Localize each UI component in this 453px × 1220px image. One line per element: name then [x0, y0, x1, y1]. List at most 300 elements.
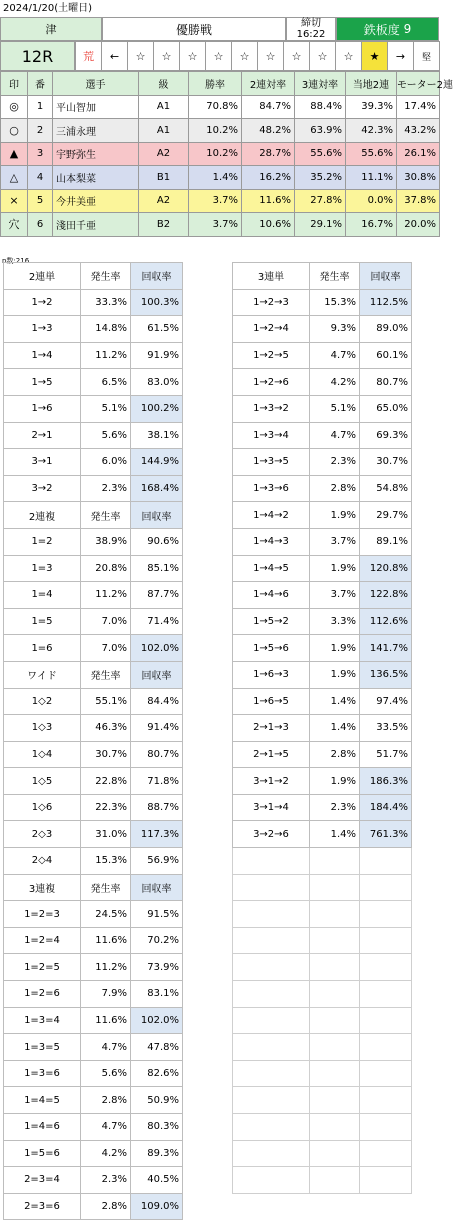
hit-rate: 2.8%	[310, 741, 360, 768]
entrant-row	[1, 142, 440, 166]
scale-symbol: ←	[101, 41, 128, 71]
return-rate-header: 回収率	[131, 874, 183, 901]
empty-cell	[310, 1140, 360, 1167]
entrant-row	[1, 213, 440, 237]
empty-row	[233, 1034, 412, 1061]
hit-rate: 14.8%	[81, 316, 131, 343]
hit-rate: 46.3%	[81, 715, 131, 742]
motor-top2-rate: 30.8%	[397, 166, 440, 190]
hit-rate: 1.9%	[310, 661, 360, 688]
local-top2-rate: 39.3%	[346, 95, 397, 119]
empty-cell	[310, 927, 360, 954]
empty-cell	[360, 901, 412, 928]
empty-cell	[360, 1060, 412, 1087]
win-rate: 1.4%	[189, 166, 242, 190]
combination: 1◇3	[4, 715, 81, 742]
top2-rate: 11.6%	[242, 189, 295, 213]
hit-rate-header: 発生率	[81, 661, 131, 688]
racer-name: 今井美亜	[53, 189, 139, 213]
racer-class: A1	[139, 119, 189, 143]
combination: 2◇3	[4, 821, 81, 848]
combination-row	[4, 1034, 183, 1061]
combination-row	[233, 794, 412, 821]
return-rate: 102.0%	[131, 635, 183, 662]
hit-rate: 7.0%	[81, 608, 131, 635]
motor-top2-rate: 26.1%	[397, 142, 440, 166]
hit-rate: 5.1%	[310, 395, 360, 422]
combination: 1=2=6	[4, 981, 81, 1008]
combination-row	[4, 848, 183, 875]
top2-rate: 48.2%	[242, 119, 295, 143]
combination-row	[4, 475, 183, 502]
combination: 1=3=4	[4, 1007, 81, 1034]
combination: 1◇5	[4, 768, 81, 795]
combination-row	[233, 688, 412, 715]
scale-symbol: ☆	[127, 41, 154, 71]
top3-rate: 35.2%	[295, 166, 346, 190]
racer-class: A2	[139, 189, 189, 213]
return-rate: 50.9%	[131, 1087, 183, 1114]
return-rate: 60.1%	[360, 342, 412, 369]
scale-symbol: ☆	[283, 41, 310, 71]
return-rate: 70.2%	[131, 927, 183, 954]
column-header: 級	[139, 72, 189, 96]
combination-row	[4, 768, 183, 795]
empty-cell	[233, 927, 310, 954]
return-rate: 186.3%	[360, 768, 412, 795]
combination: 1→4→6	[233, 582, 310, 609]
return-rate: 82.6%	[131, 1060, 183, 1087]
hit-rate: 7.9%	[81, 981, 131, 1008]
hit-rate: 5.1%	[81, 395, 131, 422]
return-rate: 69.3%	[360, 422, 412, 449]
combination-row	[4, 715, 183, 742]
return-rate: 29.7%	[360, 502, 412, 529]
combination: 1◇6	[4, 794, 81, 821]
combination: 1→6→5	[233, 688, 310, 715]
win-rate: 10.2%	[189, 142, 242, 166]
scale-symbol: 堅	[413, 41, 440, 71]
hit-rate-header: 発生率	[310, 263, 360, 290]
empty-cell	[360, 981, 412, 1008]
empty-row	[233, 874, 412, 901]
empty-cell	[233, 954, 310, 981]
boat-number: 4	[28, 166, 53, 190]
hit-rate: 31.0%	[81, 821, 131, 848]
combination: 1→3→6	[233, 475, 310, 502]
win-rate: 3.7%	[189, 189, 242, 213]
top3-rate: 55.6%	[295, 142, 346, 166]
hit-rate: 11.2%	[81, 954, 131, 981]
local-top2-rate: 55.6%	[346, 142, 397, 166]
combination: 2→1→5	[233, 741, 310, 768]
combination-row	[233, 475, 412, 502]
combination-row	[233, 289, 412, 316]
combination-row	[4, 449, 183, 476]
bet-type-label: 3連複	[4, 874, 81, 901]
empty-cell	[360, 1114, 412, 1141]
return-rate: 47.8%	[131, 1034, 183, 1061]
empty-row	[233, 1167, 412, 1194]
hit-rate: 24.5%	[81, 901, 131, 928]
return-rate: 89.1%	[360, 528, 412, 555]
race-number: 12R	[21, 46, 54, 66]
top2-rate: 10.6%	[242, 213, 295, 237]
combination-row	[233, 369, 412, 396]
hit-rate: 20.8%	[81, 555, 131, 582]
empty-cell	[360, 1034, 412, 1061]
empty-row	[233, 848, 412, 875]
return-rate: 184.4%	[360, 794, 412, 821]
hit-rate: 22.3%	[81, 794, 131, 821]
hit-rate: 38.9%	[81, 528, 131, 555]
return-rate-header: 回収率	[360, 263, 412, 290]
return-rate: 102.0%	[131, 1007, 183, 1034]
combination-row	[233, 316, 412, 343]
hit-rate: 2.3%	[81, 1167, 131, 1194]
empty-cell	[360, 1140, 412, 1167]
combination-row	[4, 582, 183, 609]
hit-rate: 4.7%	[310, 342, 360, 369]
combination: 1=2=3	[4, 901, 81, 928]
bet-type-label: ワイド	[4, 661, 81, 688]
combination-row	[4, 1087, 183, 1114]
prediction-mark: ◎	[1, 95, 28, 119]
return-rate: 71.8%	[131, 768, 183, 795]
race-title: 優勝戦	[175, 22, 212, 37]
return-rate: 80.3%	[131, 1114, 183, 1141]
return-rate: 71.4%	[131, 608, 183, 635]
local-top2-rate: 11.1%	[346, 166, 397, 190]
hit-rate: 4.7%	[81, 1114, 131, 1141]
combination-row	[4, 369, 183, 396]
bet-type-header-row	[233, 263, 412, 290]
combination-row	[4, 1114, 183, 1141]
combination: 1→2	[4, 289, 81, 316]
return-rate: 85.1%	[131, 555, 183, 582]
empty-cell	[233, 848, 310, 875]
empty-row	[233, 954, 412, 981]
prediction-mark: ▲	[1, 142, 28, 166]
empty-row	[233, 1007, 412, 1034]
entrant-row	[1, 189, 440, 213]
combination-row	[233, 715, 412, 742]
local-top2-rate: 16.7%	[346, 213, 397, 237]
scale-symbol: ☆	[153, 41, 180, 71]
return-rate: 122.8%	[360, 582, 412, 609]
combination-row	[233, 502, 412, 529]
empty-row	[233, 927, 412, 954]
bet-type-header-row	[4, 661, 183, 688]
hit-rate-header: 発生率	[81, 263, 131, 290]
empty-cell	[233, 1140, 310, 1167]
hit-rate: 33.3%	[81, 289, 131, 316]
empty-cell	[233, 1060, 310, 1087]
empty-row	[233, 1114, 412, 1141]
boat-number: 6	[28, 213, 53, 237]
return-rate: 80.7%	[360, 369, 412, 396]
column-header: モーター2連	[397, 72, 440, 96]
combination-row	[4, 794, 183, 821]
venue-name: 津	[45, 23, 57, 36]
hit-rate: 5.6%	[81, 422, 131, 449]
empty-cell	[310, 1060, 360, 1087]
column-header: 勝率	[189, 72, 242, 96]
confidence-index-label: 鉄板度	[363, 22, 400, 37]
win-rate: 3.7%	[189, 213, 242, 237]
combination: 3→1	[4, 449, 81, 476]
prediction-mark: △	[1, 166, 28, 190]
combination: 1→2→5	[233, 342, 310, 369]
motor-top2-rate: 37.8%	[397, 189, 440, 213]
return-rate: 56.9%	[131, 848, 183, 875]
race-date: 2024/1/20(土曜日)	[3, 3, 93, 14]
return-rate: 117.3%	[131, 821, 183, 848]
hit-rate: 1.9%	[310, 768, 360, 795]
venue-cell	[0, 17, 102, 41]
return-rate: 89.0%	[360, 316, 412, 343]
bet-type-header-row	[4, 874, 183, 901]
hit-rate: 6.0%	[81, 449, 131, 476]
empty-cell	[310, 1007, 360, 1034]
racer-name: 山本梨菜	[53, 166, 139, 190]
top2-rate: 28.7%	[242, 142, 295, 166]
empty-cell	[310, 1114, 360, 1141]
empty-cell	[360, 848, 412, 875]
return-rate: 120.8%	[360, 555, 412, 582]
combination-row	[233, 395, 412, 422]
deadline-label: 締切	[301, 18, 321, 29]
combination: 1→3→2	[233, 395, 310, 422]
combination: 1◇4	[4, 741, 81, 768]
return-rate: 112.5%	[360, 289, 412, 316]
combination-row	[233, 582, 412, 609]
top2-rate: 84.7%	[242, 95, 295, 119]
hit-rate: 4.2%	[310, 369, 360, 396]
hit-rate-header: 発生率	[81, 502, 131, 529]
empty-cell	[360, 1007, 412, 1034]
combination-row	[233, 555, 412, 582]
combination-row	[4, 316, 183, 343]
return-rate: 73.9%	[131, 954, 183, 981]
empty-cell	[233, 1007, 310, 1034]
hit-rate: 30.7%	[81, 741, 131, 768]
local-top2-rate: 42.3%	[346, 119, 397, 143]
combination: 1→6→3	[233, 661, 310, 688]
combination: 3→1→4	[233, 794, 310, 821]
combination-row	[4, 981, 183, 1008]
empty-cell	[310, 981, 360, 1008]
combination-row	[4, 954, 183, 981]
motor-top2-rate: 43.2%	[397, 119, 440, 143]
combination-row	[233, 741, 412, 768]
hit-rate: 3.7%	[310, 528, 360, 555]
hit-rate: 1.9%	[310, 555, 360, 582]
combination: 1→3→4	[233, 422, 310, 449]
racer-class: B2	[139, 213, 189, 237]
combination: 1=3	[4, 555, 81, 582]
combination: 1→5→2	[233, 608, 310, 635]
combination-row	[233, 528, 412, 555]
hit-rate: 2.8%	[81, 1193, 131, 1220]
combination: 1=5=6	[4, 1140, 81, 1167]
return-rate: 51.7%	[360, 741, 412, 768]
column-header: 当地2連	[346, 72, 397, 96]
empty-cell	[360, 1087, 412, 1114]
bet-type-label: 2連複	[4, 502, 81, 529]
hit-rate: 15.3%	[81, 848, 131, 875]
entrant-row	[1, 119, 440, 143]
combination-row	[4, 395, 183, 422]
combination: 1→2→3	[233, 289, 310, 316]
return-rate: 84.4%	[131, 688, 183, 715]
racer-class: B1	[139, 166, 189, 190]
combination: 1=4=5	[4, 1087, 81, 1114]
scale-symbol: ☆	[257, 41, 284, 71]
scale-symbol: ☆	[231, 41, 258, 71]
racer-name: 淺田千亜	[53, 213, 139, 237]
top2-rate: 16.2%	[242, 166, 295, 190]
scale-symbol: →	[387, 41, 414, 71]
hit-rate-header: 発生率	[81, 874, 131, 901]
combination-row	[4, 608, 183, 635]
return-rate: 144.9%	[131, 449, 183, 476]
combination: 1=4	[4, 582, 81, 609]
top3-rate: 88.4%	[295, 95, 346, 119]
left-stats-table	[3, 262, 183, 1220]
entrant-table	[0, 71, 453, 237]
combination: 1=3=5	[4, 1034, 81, 1061]
column-header: 2連対率	[242, 72, 295, 96]
empty-row	[233, 1140, 412, 1167]
return-rate: 89.3%	[131, 1140, 183, 1167]
combination-row	[4, 289, 183, 316]
hit-rate: 7.0%	[81, 635, 131, 662]
racer-name: 三浦永理	[53, 119, 139, 143]
empty-cell	[310, 1167, 360, 1194]
hit-rate: 11.6%	[81, 1007, 131, 1034]
bet-type-header-row	[4, 502, 183, 529]
return-rate: 38.1%	[131, 422, 183, 449]
return-rate: 100.2%	[131, 395, 183, 422]
return-rate: 91.5%	[131, 901, 183, 928]
combination-row	[4, 901, 183, 928]
boat-number: 2	[28, 119, 53, 143]
hit-rate: 2.8%	[310, 475, 360, 502]
confidence-index-cell	[336, 17, 439, 41]
sample-size: n数:216	[2, 257, 30, 265]
combination: 1→3	[4, 316, 81, 343]
return-rate-header: 回収率	[131, 661, 183, 688]
return-rate: 91.4%	[131, 715, 183, 742]
hit-rate: 55.1%	[81, 688, 131, 715]
combination-row	[233, 608, 412, 635]
combination-row	[233, 821, 412, 848]
combination-row	[233, 661, 412, 688]
return-rate-header: 回収率	[131, 263, 183, 290]
empty-row	[233, 981, 412, 1008]
return-rate: 90.6%	[131, 528, 183, 555]
combination: 1→3→5	[233, 449, 310, 476]
combination: 1→2→6	[233, 369, 310, 396]
column-header: 選手	[53, 72, 139, 96]
entrant-header-row	[1, 72, 440, 96]
empty-cell	[233, 1167, 310, 1194]
motor-top2-rate: 20.0%	[397, 213, 440, 237]
combination: 2→1→3	[233, 715, 310, 742]
empty-cell	[360, 927, 412, 954]
entrant-row	[1, 166, 440, 190]
empty-row	[233, 1060, 412, 1087]
return-rate: 168.4%	[131, 475, 183, 502]
deadline-cell	[286, 17, 336, 41]
combination: 2◇4	[4, 848, 81, 875]
column-header: 3連対率	[295, 72, 346, 96]
return-rate: 33.5%	[360, 715, 412, 742]
racer-name: 平山智加	[53, 95, 139, 119]
hit-rate: 3.7%	[310, 582, 360, 609]
empty-row	[233, 901, 412, 928]
empty-row	[233, 1087, 412, 1114]
deadline-time: 16:22	[296, 29, 326, 40]
empty-cell	[310, 1034, 360, 1061]
hit-rate: 2.3%	[310, 794, 360, 821]
boat-number: 5	[28, 189, 53, 213]
prediction-mark: ×	[1, 189, 28, 213]
combination: 3→2→6	[233, 821, 310, 848]
combination-row	[233, 635, 412, 662]
combination: 1=4=6	[4, 1114, 81, 1141]
return-rate: 65.0%	[360, 395, 412, 422]
hit-rate: 11.2%	[81, 582, 131, 609]
confidence-index-value: 9	[403, 22, 412, 36]
empty-cell	[233, 1087, 310, 1114]
boat-number: 3	[28, 142, 53, 166]
prediction-mark: 穴	[1, 213, 28, 237]
bet-type-header-row	[4, 263, 183, 290]
combination: 1=2	[4, 528, 81, 555]
win-rate: 70.8%	[189, 95, 242, 119]
empty-cell	[233, 981, 310, 1008]
hit-rate: 9.3%	[310, 316, 360, 343]
win-rate: 10.2%	[189, 119, 242, 143]
combination-row	[4, 1140, 183, 1167]
race-number-cell	[0, 41, 75, 71]
combination: 3→2	[4, 475, 81, 502]
hit-rate: 5.6%	[81, 1060, 131, 1087]
combination-row	[4, 422, 183, 449]
combination-row	[4, 741, 183, 768]
local-top2-rate: 0.0%	[346, 189, 397, 213]
bet-type-label: 2連単	[4, 263, 81, 290]
combination-row	[233, 342, 412, 369]
racer-class: A2	[139, 142, 189, 166]
combination-row	[233, 449, 412, 476]
hit-rate: 2.8%	[81, 1087, 131, 1114]
hit-rate: 22.8%	[81, 768, 131, 795]
hit-rate: 1.4%	[310, 821, 360, 848]
return-rate: 136.5%	[360, 661, 412, 688]
combination: 1→2→4	[233, 316, 310, 343]
empty-cell	[360, 874, 412, 901]
scale-symbol: 荒	[75, 41, 102, 71]
return-rate: 83.0%	[131, 369, 183, 396]
combination: 1→4→3	[233, 528, 310, 555]
boat-number: 1	[28, 95, 53, 119]
combination-row	[4, 1007, 183, 1034]
race-title-cell	[102, 17, 286, 41]
scale-symbol: ☆	[205, 41, 232, 71]
